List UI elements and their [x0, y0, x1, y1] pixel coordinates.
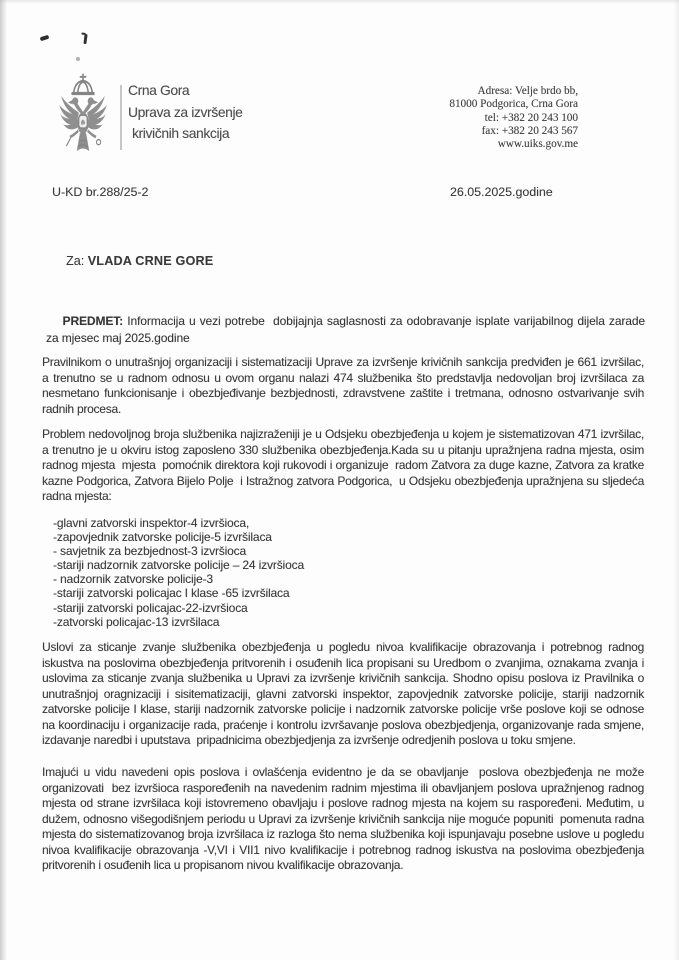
recipient-prefix: Za: — [66, 254, 88, 268]
vacancy-item: -zatvorski policajac-13 izvršilaca — [53, 614, 220, 629]
ink-speck — [40, 35, 50, 42]
vacancy-item: -stariji nadzornik zatvorske policije – 24 izvršioca — [53, 558, 304, 573]
body-paragraph-4: Imajući u vidu navedeni opis poslova i ovlašćenja evidentno je da se obavljanje poslova obezbjeđenja ne može organizovati bez izvršioca raspoređenih na navedenim radnim mjestima ili obavljanjem poslova upražnjenog radnog mjesta od strane izvršilaca koji istovremeno obavljaju i poslove radnog mjesta na kojem su raspoređeni. Međutim, u dužem, odnosno višegodišnjem periodu u Upravi za izvršenje krivičnih sankcija nije moguće popuniti pomenuta radna mjesta do sistematizovanog broja izvršilaca iz razloga što nema službenika koji ispunjavaju posebne uslove u pogledu nivoa kvalifikacije obrazovanja -V,VI i VII1 nivo kvalifikacije i potrebnog radnog iskustva na poslovima obezbjeđenja pritvorenih i osuđenih lica u propisanom nivou kvalifikacije obrazovanja. — [42, 765, 648, 872]
scan-shadow-top — [0, 0, 679, 4]
address-line1: Adresa: Velje brdo bb, — [477, 85, 578, 97]
subject-label: PREDMET: — [62, 313, 124, 328]
body-paragraph-2: Problem nedovoljnog broja službenika najizraženiji je u Odsjeku obezbjeđenja u kojem je sistematizovan 471 izvršilac, a trenutno je u okviru istog zaposleno 330 službenika obezbjeđenja.Kada su u pitanju upražnjena radna mjesta, osim radnog mjesta mjesta pomoćnik direktora koji rukovodi i organizuje radom Zatvora za duge kazne, Zatvora za kratke kazne Podgorica, Zatvora Bijelo Polje i Istražnog zatvora Podgorica, u Odsjeku obezbjeđenja upražnjena su sljedeća radna mjesta: — [42, 427, 648, 503]
scan-shadow-right — [674, 0, 679, 960]
phone-line: tel: +382 20 243 100 — [484, 111, 578, 124]
subject-text: Informacija u vezi potrebe dobijajnja saglasnosti za odobravanje isplate varijabilnog dijela zarade za mjesec maj 2025.godine — [46, 313, 649, 345]
recipient-name: VLADA CRNE GORE — [87, 254, 214, 268]
address-line2: 81000 Podgorica, Crna Gora — [449, 98, 578, 111]
letterhead-org-name — [128, 80, 243, 145]
scan-shadow-left — [0, 0, 7, 960]
document-date: 26.05.2025.godine — [450, 185, 553, 199]
montenegro-coat-of-arms-icon — [57, 73, 109, 153]
org-name-line1: Uprava za izvršenje — [128, 104, 243, 120]
org-name-line2: krivičnih sankcija — [132, 126, 230, 142]
recipient-line — [52, 240, 213, 282]
letterhead-divider — [120, 85, 122, 150]
ink-speck — [83, 34, 87, 44]
website-line: www.uiks.gov.me — [497, 138, 578, 151]
vacancy-item: -zapovjednik zatvorske policije-5 izvršilaca — [53, 530, 272, 545]
subject-line — [46, 296, 649, 363]
vacancy-item: -stariji zatvorski policajac I klase -65 izvršilaca — [53, 586, 290, 601]
body-paragraph-1: Pravilnikom o unutrašnjoj organizaciji i sistematizaciji Uprave za izvršenje krivičnih sankcija predviđen je 661 izvršilac, a trenutno se u radnom odnosu u ovom organu nalazi 474 službenika što predstavlja nedovoljan broj izvršilaca za nesmetano funkcionisanje i obezbjeđivanje bezbjednosti, zdravstvene zaštite i tretmana, odnosno ostvarivanje svih radnih procesa. — [42, 355, 648, 416]
fax-line: fax: +382 20 243 567 — [481, 124, 578, 137]
org-country: Crna Gora — [128, 83, 190, 98]
vacancy-list — [53, 516, 304, 629]
vacancy-item: -glavni zatvorski inspektor-4 izvršioca, — [53, 516, 250, 530]
vacancy-item: - savjetnik za bezbjednost-3 izvršioca — [53, 544, 247, 559]
letterhead-contact-block — [449, 85, 578, 151]
vacancy-item: -stariji zatvorski policajac-22-izvršioca — [53, 600, 248, 615]
vacancy-item: - nadzornik zatvorske policije-3 — [53, 572, 213, 587]
body-paragraph-3: Uslovi za sticanje zvanje službenika obezbjeđenja u pogledu nivoa kvalifikacije obrazovanja i potrebnog radnog iskustva na poslovima obezbjeđenja pritvorenih i osuđenih lica propisani su Uredbom o zvanjima, oznakama zvanja i uslovima za sticanje zvanja službenika u Upravi za izvršenje krivičnih sankcija. Shodno opisu poslova iz Pravilnika o unutrašnjoj oragnizaciji i sisitematizaciji, glavni zatvorski inspektor, zapovjednik zatvorske policije, stariji nadzornik zatvorske policije I klase, stariji nadzornik zatvorske policije i nadzornik zatvorske policije vrše poslove koji se odnose na koordinaciju i organizacije rada, praćenje i kontrolu izvršavanje poslova obezbjedjenja, organizovanje rada smjene, izdavanje naredbi i uputstava pripadnicima obezbjedjenja za izvršenje odredjenih poslova u toku smjene. — [42, 640, 648, 747]
reference-number: U-KD br.288/25-2 — [52, 185, 149, 199]
ink-speck — [76, 57, 80, 61]
